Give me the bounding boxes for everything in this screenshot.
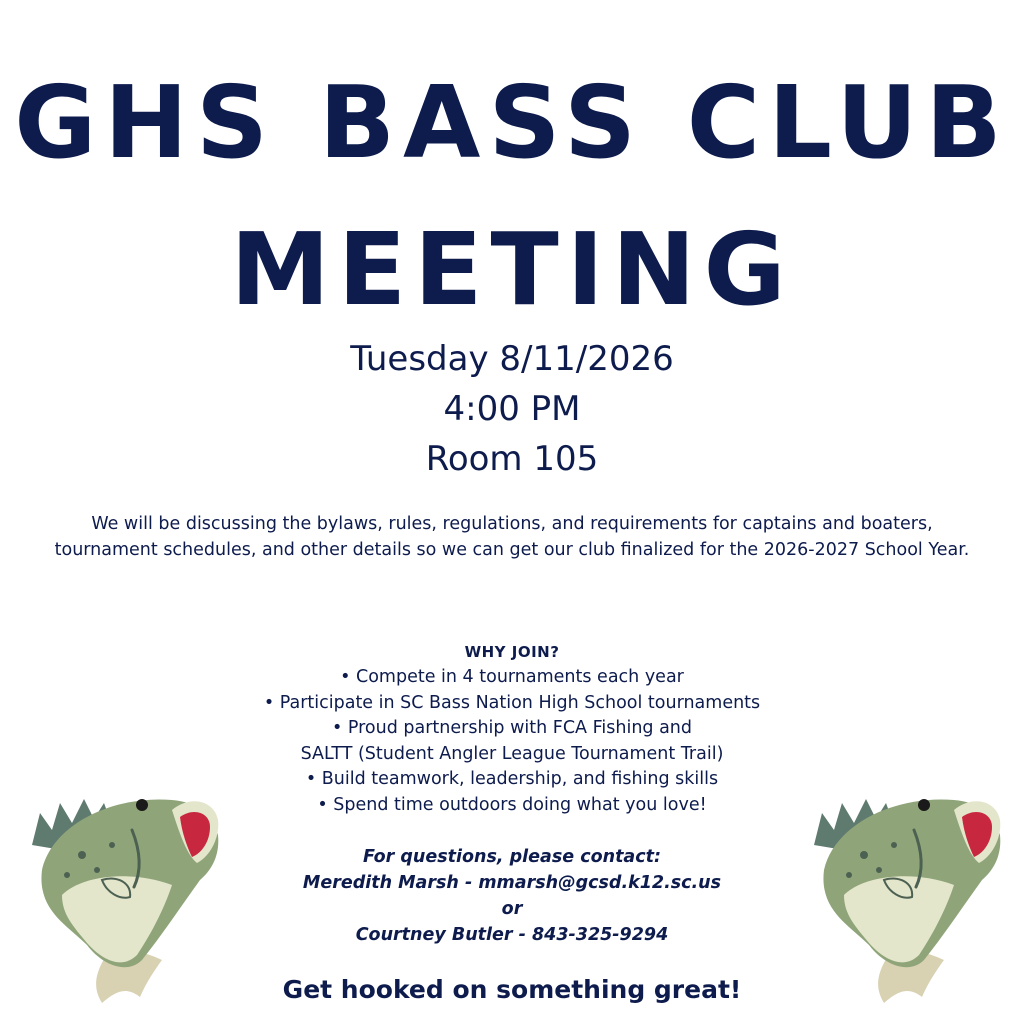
- meeting-time: 4:00 PM: [443, 389, 581, 429]
- meeting-date: Tuesday 8/11/2026: [350, 339, 674, 379]
- contact-courtney: Courtney Butler - 843-325-9294: [355, 925, 669, 945]
- title-line-2: MEETING: [230, 211, 794, 328]
- meeting-description: We will be discussing the bylaws, rules, regulations, and requirements for captains and boaters, tournament schedules, and other details so we can get our club finalized for the 2026-2027 School Year.: [54, 514, 970, 560]
- why-join-item: • Compete in 4 tournaments each year: [340, 667, 684, 687]
- why-join-item: SALTT (Student Angler League Tournament Trail): [300, 743, 724, 764]
- why-join-item: • Spend time outdoors doing what you love!: [317, 794, 707, 815]
- title-line-1: GHS BASS CLUB: [14, 64, 1010, 181]
- contact-intro: For questions, please contact:: [363, 847, 661, 867]
- meeting-room: Room 105: [425, 439, 599, 479]
- why-join-heading: WHY JOIN?: [464, 643, 560, 661]
- why-join-item: • Proud partnership with FCA Fishing and: [331, 718, 692, 738]
- why-join-item: • Participate in SC Bass Nation High School tournaments: [263, 692, 761, 713]
- contact-meredith: Meredith Marsh - mmarsh@gcsd.k12.sc.us: [302, 873, 722, 893]
- bass-fish-icon: [22, 775, 222, 1005]
- tagline: Get hooked on something great!: [282, 975, 742, 1004]
- why-join-item: • Build teamwork, leadership, and fishing skills: [305, 769, 719, 789]
- contact-separator: or: [501, 899, 523, 919]
- bass-fish-icon: [804, 775, 1004, 1005]
